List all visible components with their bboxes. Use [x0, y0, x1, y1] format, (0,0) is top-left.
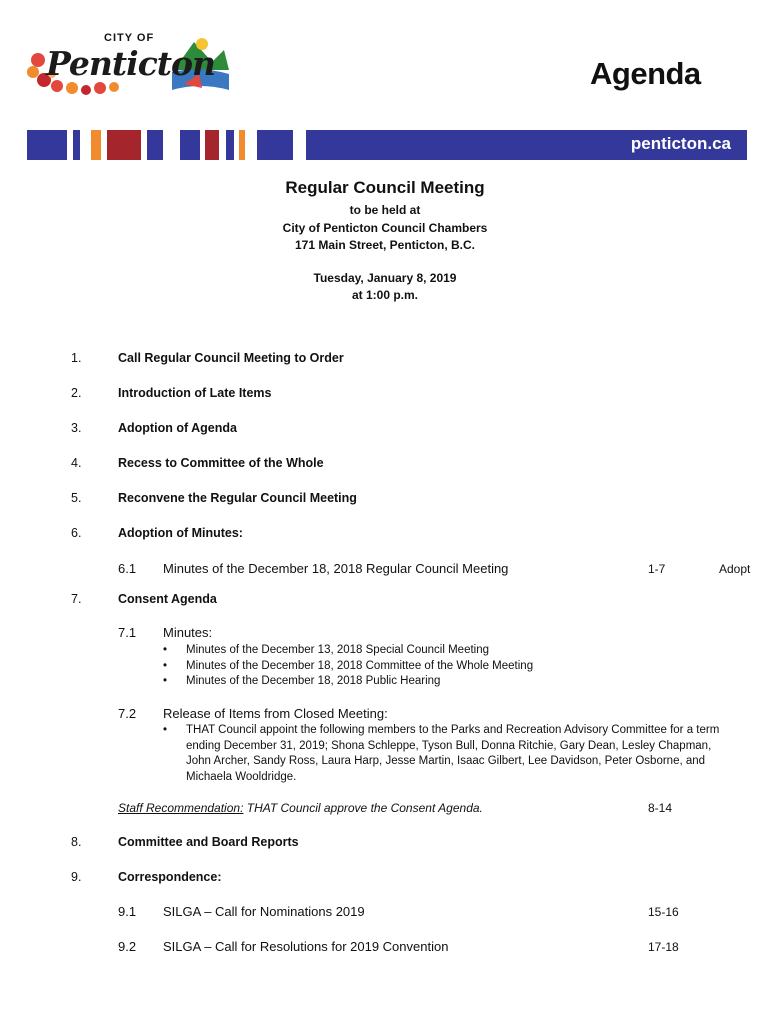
subitem-text: Release of Items from Closed Meeting: — [163, 706, 388, 721]
meeting-venue: City of Penticton Council Chambers — [282, 221, 488, 235]
item-number: 5. — [71, 491, 82, 505]
list-item: • Minutes of the December 18, 2018 Public Hearing — [163, 674, 533, 690]
agenda-item: Adoption of Agenda — [118, 421, 237, 435]
meeting-location-intro: to be held at — [349, 203, 421, 217]
meeting-address: 171 Main Street, Penticton, B.C. — [294, 238, 476, 252]
recommendation-label: Staff Recommendation: — [118, 801, 244, 815]
subitem-number: 9.1 — [118, 904, 137, 919]
closed-meeting-release — [163, 723, 723, 785]
meeting-time: at 1:00 p.m. — [351, 288, 419, 302]
page-range: 15-16 — [648, 905, 679, 919]
recommendation-text: THAT Council approve the Consent Agenda. — [243, 801, 483, 815]
agenda-item: Committee and Board Reports — [118, 835, 299, 849]
subitem-text: Minutes of the December 18, 2018 Regular Council Meeting — [163, 561, 509, 576]
subitem-number: 7.2 — [118, 706, 137, 721]
list-item: • Minutes of the December 18, 2018 Committee of the Whole Meeting — [163, 659, 533, 675]
agenda-item: Recess to Committee of the Whole — [118, 456, 324, 470]
item-number: 6. — [71, 526, 82, 540]
agenda-item: Call Regular Council Meeting to Order — [118, 351, 344, 365]
subitem-text: Minutes: — [163, 625, 213, 640]
subitem-text: SILGA – Call for Nominations 2019 — [163, 904, 365, 919]
item-number: 9. — [71, 870, 82, 884]
subitem-number: 9.2 — [118, 939, 137, 954]
item-number: 8. — [71, 835, 82, 849]
subitem-number: 7.1 — [118, 625, 137, 640]
agenda-item: Reconvene the Regular Council Meeting — [118, 491, 357, 505]
list-item: • Minutes of the December 13, 2018 Special Council Meeting — [163, 643, 533, 659]
logo-city-of-text: CITY OF — [104, 32, 155, 44]
item-number: 4. — [71, 456, 82, 470]
subitem-number: 6.1 — [118, 561, 137, 576]
release-text: THAT Council appoint the following members to the Parks and Recreation Advisory Committee for a term ending December 31, 2019; Shona Schleppe, Tyson Bull, Donna Ritchie, Gary Dean, Lesley Chapman, John Archer, Sandy Ross, Laura Harp, Jesse Martin, Isaac Gilbert, Lee Davidson, Peter Osborne, and Michaela Wooldridge. — [186, 724, 720, 783]
agenda-item: Adoption of Minutes: — [118, 526, 243, 540]
item-number: 1. — [71, 351, 82, 365]
meeting-date: Tuesday, January 8, 2019 — [313, 271, 457, 285]
meeting-title: Regular Council Meeting — [285, 178, 485, 197]
agenda-item: Consent Agenda — [118, 592, 217, 606]
agenda-item: Introduction of Late Items — [118, 386, 272, 400]
header-stripe-bar — [27, 130, 747, 160]
city-logo — [24, 30, 229, 105]
logo-penticton-text: Penticton — [46, 44, 216, 83]
page-title: Agenda — [590, 56, 701, 91]
action-label: Adopt — [719, 562, 751, 576]
page-range: 1-7 — [648, 562, 666, 576]
page-range: 17-18 — [648, 940, 679, 954]
bullet-marker: • — [163, 724, 168, 736]
item-number: 2. — [71, 386, 82, 400]
website-link[interactable]: penticton.ca — [630, 134, 731, 153]
minutes-list — [163, 643, 533, 690]
item-number: 3. — [71, 421, 82, 435]
page-range: 8-14 — [648, 801, 673, 815]
item-number: 7. — [71, 592, 82, 606]
agenda-item: Correspondence: — [118, 870, 222, 884]
subitem-text: SILGA – Call for Resolutions for 2019 Convention — [163, 939, 449, 954]
staff-recommendation — [118, 801, 483, 815]
